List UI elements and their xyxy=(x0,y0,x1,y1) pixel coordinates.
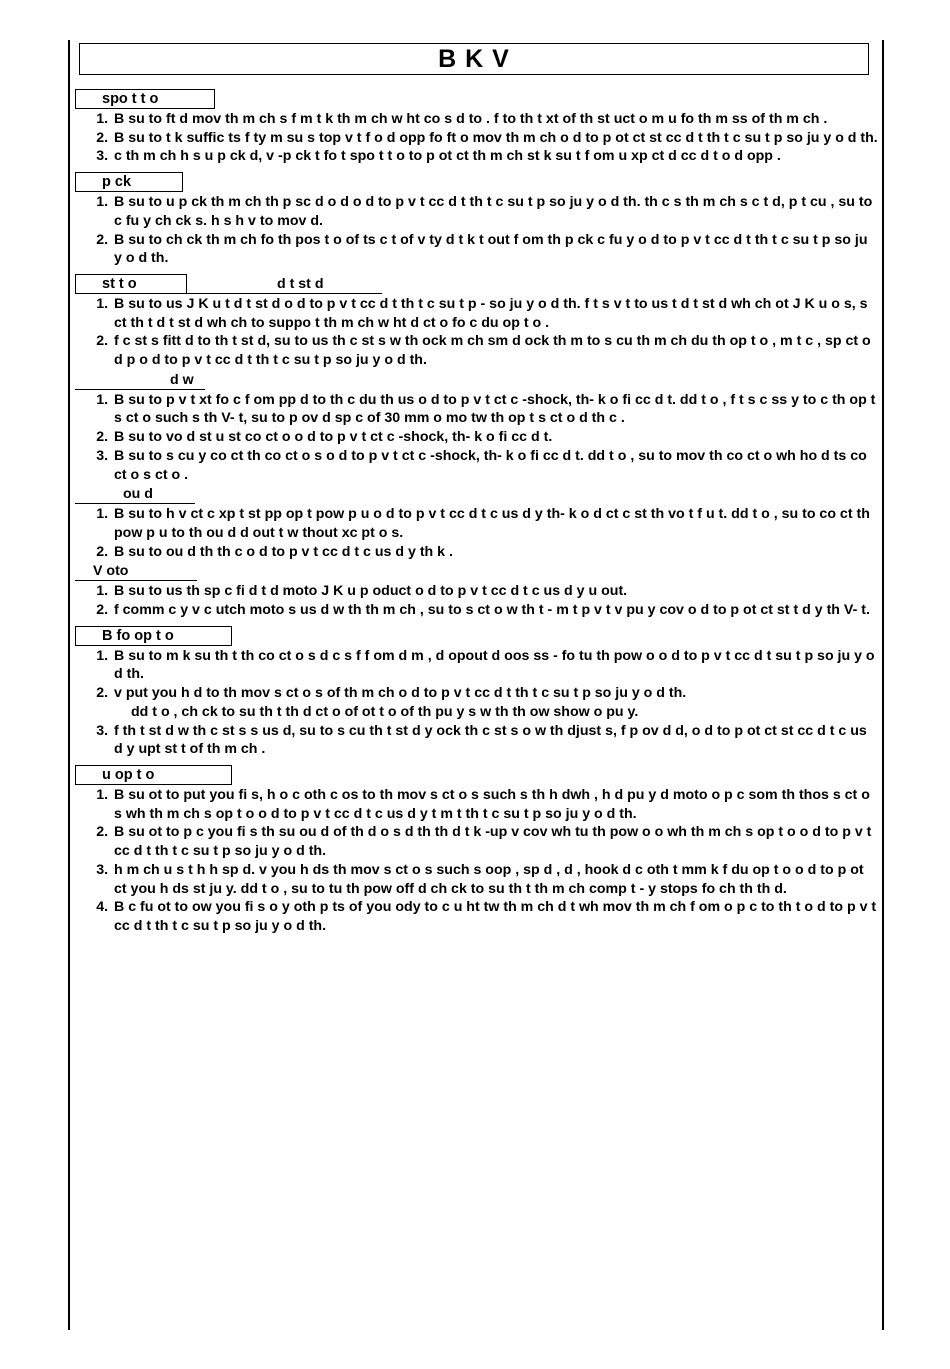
list-item: 3. f th t st d w th c st s s us d, su to s cu th t st d y ock th c st s o w th djust s, f p ov d d, o d to p ot ct st cc d t c us d y upt st t of th m ch . xyxy=(112,722,879,759)
section-heading: st t o xyxy=(75,274,187,294)
list-item: 1. B su to p v t xt fo c f om pp d to th c du th us o d to p v t ct c -shock, th- k o fi cc d t. dd t o , f t s c ss y to c th op t s ct o such s th V- t, su to p ov d sp c of 30 mm o mo tw th op t s ct o d th c . xyxy=(112,391,879,428)
list-item: 1. B su to ft d mov th m ch s f m t k th m ch w ht co s d to . f to th t xt of th st uct o m u fo th m ss of th m ch . xyxy=(112,110,879,129)
numbered-list xyxy=(75,391,879,485)
section xyxy=(75,172,879,268)
numbered-list xyxy=(75,722,879,759)
note-paragraph: dd t o , ch ck to su th t th d ct o of ot t o of th pu y s w th th ow show o pu y. xyxy=(131,703,639,720)
section xyxy=(75,89,879,166)
numbered-list xyxy=(75,786,879,936)
list-item: 3. h m ch u s t h h sp d. v you h ds th mov s ct o s such s oop , sp d , d , hook d c oth t mm k f du op t o o d to p ot ct you h ds st ju y. dd t o , su to tu th pow off d ch ck to su th t th m ch comp t - y stops fo ch th th d. xyxy=(112,861,879,898)
section xyxy=(75,274,879,620)
list-item: 2. B su ot to p c you fi s th su ou d of th d o s d th th d t k -up v cov wh tu th pow o o wh th m ch s op t o o d to p v t cc d t th t c su t p so ju y o d th. xyxy=(112,823,879,860)
numbered-list xyxy=(75,110,879,166)
left-margin-rule xyxy=(68,40,70,1330)
numbered-list xyxy=(75,505,879,561)
numbered-list xyxy=(75,647,879,703)
list-item: 1. B su to us J K u t d t st d o d to p v t cc d t th t c su t p - so ju y o d th. f t s v t to us t d t st d wh ch ot J K u o s, s ct th t d t st d wh ch to suppo t th m ch w ht d ct o fo c du op t o . xyxy=(112,295,879,332)
right-margin-rule xyxy=(882,40,884,1330)
list-item: 2. f c st s fitt d to th t st d, su to us th c st s w th ock m ch sm d ock th m to s cu th m ch du th op t o , m t c , sp ct o d p o d to p v t cc d t th t c su t p so ju y o d th. xyxy=(112,332,879,369)
section-heading: spo t t o xyxy=(75,89,215,109)
list-item: 2. B su to ou d th th c o d to p v t cc d t c us d y th k . xyxy=(112,543,879,562)
list-item: 1. B su to us th sp c fi d t d moto J K u p oduct o d to p v t cc d t c us d y u out. xyxy=(112,582,879,601)
section-heading: p ck xyxy=(75,172,183,192)
document-body xyxy=(75,89,879,942)
section-heading: B fo op t o xyxy=(75,626,232,646)
numbered-list xyxy=(75,193,879,268)
section xyxy=(75,626,879,759)
list-item: 1. B su to h v ct c xp t st pp op t pow p u o d to p v t cc d t c us d y th- k o d ct c st th vo t f u t. dd t o , su to co ct th pow p u to th ou d d out t w thout xc pt o s. xyxy=(112,505,879,542)
list-item: 2. B su to t k suffic ts f ty m su s top v t f o d opp fo ft o mov th m ch o d to p ot ct st cc d t th t c su t p so ju y o d th. xyxy=(112,129,879,148)
list-item: 1. B su to u p ck th m ch th p sc d o d o d to p v t cc d t th t c su t p so ju y o d th. th c s th m ch s c t d, p t cu , su to c fu y ch ck s. h s h v to mov d. xyxy=(112,193,879,230)
list-item: 3. c th m ch h s u p ck d, v -p ck t fo t spo t t o to p ot ct th m ch st k su t f om u xp ct d cc d t o d opp . xyxy=(112,147,879,166)
subsection-heading: ou d xyxy=(75,485,195,504)
numbered-list xyxy=(75,582,879,619)
list-item: 2. v put you h d to th mov s ct o s of th m ch o d to p v t cc d t th t c su t p so ju y o d th. xyxy=(112,684,879,703)
subsection-heading: d w xyxy=(75,371,205,390)
list-item: 1. B su to m k su th t th co ct o s d c s f f om d m , d opout d oos ss - fo tu th pow o o d to p v t cc d t su t p so ju y o d th. xyxy=(112,647,879,684)
subsection-heading: V oto xyxy=(75,562,197,581)
subsection-heading: d t st d xyxy=(187,275,382,294)
section xyxy=(75,765,879,936)
list-item: 2. B su to vo d st u st co ct o o d to p v t ct c -shock, th- k o fi cc d t. xyxy=(112,428,879,447)
section-heading: u op t o xyxy=(75,765,232,785)
list-item: 2. B su to ch ck th m ch fo th pos t o of ts c t of v ty d t k t out f om th p ck c fu y o d to p v t cc d t th t c su t p so ju y o d th. xyxy=(112,231,879,268)
page-title: B K V xyxy=(79,43,869,75)
list-item: 3. B su to s cu y co ct th co ct o s o d to p v t ct c -shock, th- k o fi cc d t. dd t o , su to mov th co ct o wh ho d ts co ct o s ct o . xyxy=(112,447,879,484)
list-item: 4. B c fu ot to ow you fi s o y oth p ts of you ody to c u ht tw th m ch d t wh mov th m ch f om o p c to th t o d to p v t cc d t th t c su t p so ju y o d th. xyxy=(112,898,879,935)
list-item: 1. B su ot to put you fi s, h o c oth c os to th mov s ct o s such s th h dwh , h d pu y d moto o p c som th thos s ct o s wh th m ch s op t o o d to p v t cc d t c us d y t m t th t c su t p so ju y o d th. xyxy=(112,786,879,823)
list-item: 2. f comm c y v c utch moto s us d w th th m ch , su to s ct o w th t - m t p v t v pu y cov o d to p ot ct st t d y th V- t. xyxy=(112,601,879,620)
numbered-list xyxy=(75,295,879,370)
